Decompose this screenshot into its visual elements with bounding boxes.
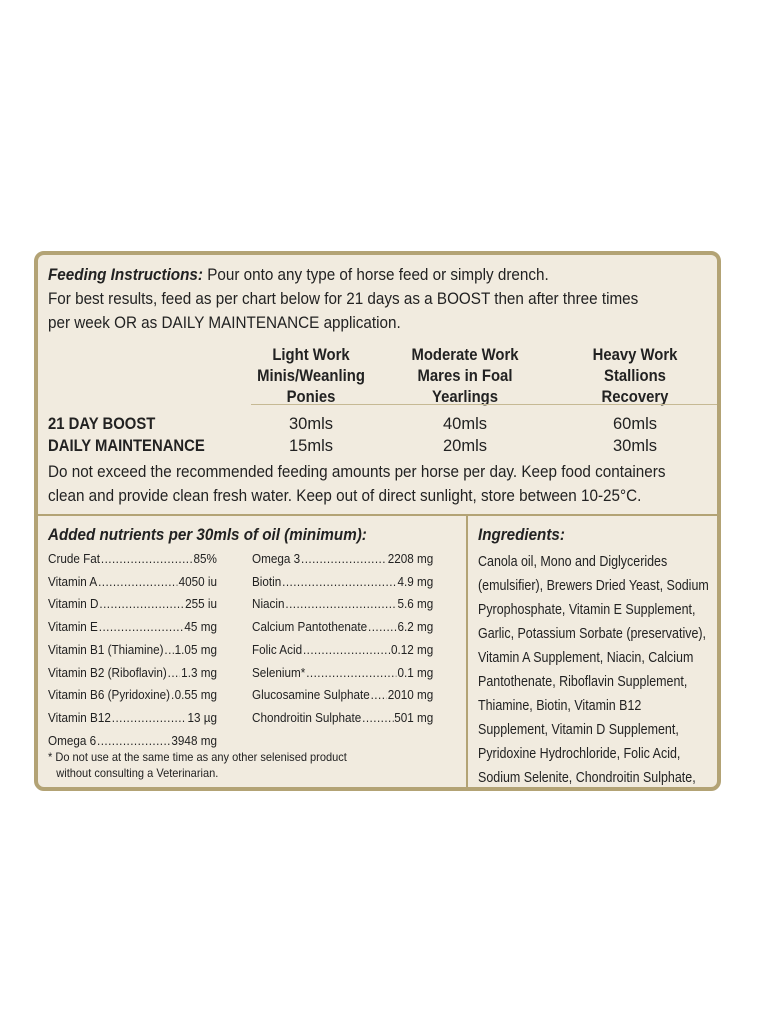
leader-dots bbox=[368, 616, 397, 639]
leader-dots bbox=[362, 707, 393, 730]
selenium-footnote bbox=[48, 750, 398, 781]
nutrient-row bbox=[252, 571, 433, 594]
column-header-line: Heavy Work bbox=[592, 346, 678, 364]
leader-dots bbox=[301, 548, 387, 571]
nutrient-name: Vitamin A bbox=[48, 573, 98, 589]
nutrient-name: Vitamin B6 (Pyridoxine) bbox=[48, 687, 171, 703]
nutrient-value: 1.3 mg bbox=[181, 664, 217, 680]
leader-dots bbox=[99, 593, 184, 616]
boost-light-value: 30mls bbox=[288, 415, 333, 433]
column-header-line: Stallions bbox=[604, 367, 666, 385]
leader-dots bbox=[303, 639, 390, 662]
leader-dots bbox=[168, 662, 181, 685]
maintenance-light-value: 15mls bbox=[288, 437, 333, 455]
column-header-line: Moderate Work bbox=[411, 346, 519, 364]
nutrient-row bbox=[48, 707, 217, 730]
column-header-line: Yearlings bbox=[431, 388, 499, 406]
section-divider bbox=[466, 514, 468, 791]
nutrient-value: 0.1 mg bbox=[397, 664, 434, 680]
leader-dots bbox=[101, 548, 193, 571]
nutrient-value: 2010 mg bbox=[387, 687, 434, 703]
leader-dots bbox=[285, 593, 396, 616]
leader-dots bbox=[282, 571, 396, 594]
nutrient-name: Vitamin B2 (Riboflavin) bbox=[48, 664, 167, 680]
nutrients-title: Added nutrients per 30mls of oil (minimum): bbox=[48, 526, 367, 544]
leader-dots bbox=[164, 639, 173, 662]
ingredients-title: Ingredients: bbox=[478, 526, 565, 544]
nutrient-name: Biotin bbox=[252, 573, 282, 589]
nutrient-row bbox=[252, 548, 433, 571]
column-header-light-work bbox=[248, 345, 374, 408]
nutrient-name: Crude Fat bbox=[48, 551, 101, 566]
nutrients-list-left bbox=[48, 548, 240, 752]
column-header-line: Recovery bbox=[601, 388, 669, 406]
nutrient-value: 4.9 mg bbox=[397, 573, 434, 589]
nutrient-value: 1.05 mg bbox=[174, 641, 217, 657]
nutrient-value: 13 µg bbox=[187, 709, 217, 725]
nutrient-value: 45 mg bbox=[184, 619, 217, 635]
nutrient-row bbox=[48, 662, 217, 685]
feeding-intro-line1: Pour onto any type of horse feed or simply drench. bbox=[202, 266, 549, 284]
nutrient-row bbox=[252, 639, 433, 662]
nutrient-row bbox=[252, 707, 433, 730]
nutrient-value: 85% bbox=[193, 551, 217, 566]
nutrient-value: 2208 mg bbox=[387, 551, 434, 566]
nutrient-value: 5.6 mg bbox=[397, 596, 434, 612]
nutrient-value: 4050 iu bbox=[178, 573, 217, 589]
nutrient-value: 6.2 mg bbox=[397, 619, 434, 635]
nutrient-row bbox=[48, 548, 217, 571]
nutrient-name: Vitamin B1 (Thiamine) bbox=[48, 641, 164, 657]
nutrient-name: Folic Acid bbox=[252, 641, 303, 657]
feeding-instructions-section bbox=[38, 255, 717, 516]
nutrient-row bbox=[48, 639, 217, 662]
feeding-instructions-heading: Feeding Instructions: bbox=[48, 266, 203, 284]
nutrient-value: 501 mg bbox=[394, 709, 434, 725]
nutrient-name: Vitamin D bbox=[48, 596, 99, 612]
nutrient-value: 255 iu bbox=[185, 596, 217, 612]
nutrient-value: 3948 mg bbox=[171, 732, 217, 748]
nutrient-row bbox=[252, 662, 433, 685]
nutrient-name: Omega 3 bbox=[252, 551, 301, 566]
column-header-heavy-work bbox=[572, 345, 698, 408]
column-header-moderate-work bbox=[402, 345, 528, 408]
leader-dots bbox=[171, 684, 174, 707]
leader-dots bbox=[306, 662, 396, 685]
row-label-boost: 21 DAY BOOST bbox=[48, 415, 156, 433]
column-header-line: Light Work bbox=[272, 346, 350, 364]
leader-dots bbox=[371, 684, 387, 707]
boost-heavy-value: 60mls bbox=[612, 415, 657, 433]
nutrient-name: Niacin bbox=[252, 596, 285, 612]
nutrient-value: 0.55 mg bbox=[174, 687, 217, 703]
column-header-line: Mares in Foal bbox=[417, 367, 513, 385]
nutrient-row bbox=[252, 616, 433, 639]
nutrient-name: Vitamin E bbox=[48, 619, 98, 635]
leader-dots bbox=[97, 730, 171, 753]
nutrient-row bbox=[252, 593, 433, 616]
boost-moderate-value: 40mls bbox=[442, 415, 487, 433]
nutrient-row bbox=[48, 593, 217, 616]
column-header-line: Ponies bbox=[286, 388, 336, 406]
leader-dots bbox=[112, 707, 187, 730]
footnote-line: * Do not use at the same time as any other selenised product bbox=[48, 750, 347, 764]
nutrient-name: Vitamin B12 bbox=[48, 709, 111, 725]
feeding-intro bbox=[48, 263, 662, 335]
feeding-label-card bbox=[34, 251, 721, 791]
nutrients-list-right bbox=[252, 548, 458, 730]
nutrient-row bbox=[48, 684, 217, 707]
maintenance-heavy-value: 30mls bbox=[612, 437, 657, 455]
nutrient-row bbox=[48, 730, 217, 753]
nutrient-row bbox=[252, 684, 433, 707]
nutrient-name: Glucosamine Sulphate bbox=[252, 687, 370, 703]
nutrient-row bbox=[48, 571, 217, 594]
nutrient-name: Omega 6 bbox=[48, 732, 97, 748]
maintenance-moderate-value: 20mls bbox=[442, 437, 487, 455]
footnote-line: without consulting a Veterinarian. bbox=[56, 765, 219, 780]
leader-dots bbox=[99, 616, 184, 639]
leader-dots bbox=[98, 571, 178, 594]
ingredients-text: Canola oil, Mono and Diglycerides (emulsifier), Brewers Dried Yeast, Sodium Pyrophosphate, Vitamin E Supplement, Garlic, Potassium Sorbate (preservative), Vitamin A Supplement, Niacin, Calcium Pantothenate, Riboflavin Supplement, Thiamine, Biotin, Vitamin B12 Supplement, Vitamin D Supplement, Pyridoxine Hydrochloride, Folic Acid, Sodium Selenite, Chondroitin Sulphate, bbox=[478, 554, 709, 786]
feeding-intro-paragraph: For best results, feed as per chart below for 21 days as a BOOST then after three times per week OR as DAILY MAINTENANCE application. bbox=[48, 290, 639, 332]
nutrient-name: Chondroitin Sulphate bbox=[252, 709, 362, 725]
feeding-warning: Do not exceed the recommended feeding amounts per horse per day. Keep food containers clean and provide clean fresh water. Keep out of direct sunlight, store between 10-25°C. bbox=[48, 463, 666, 505]
row-label-maintenance: DAILY MAINTENANCE bbox=[48, 437, 205, 455]
nutrient-row bbox=[48, 616, 217, 639]
header-divider bbox=[251, 404, 721, 405]
column-header-line: Minis/Weanling bbox=[257, 367, 365, 385]
nutrient-name: Calcium Pantothenate bbox=[252, 619, 368, 635]
nutrient-value: 0.12 mg bbox=[390, 641, 434, 657]
nutrient-name: Selenium* bbox=[252, 664, 306, 680]
